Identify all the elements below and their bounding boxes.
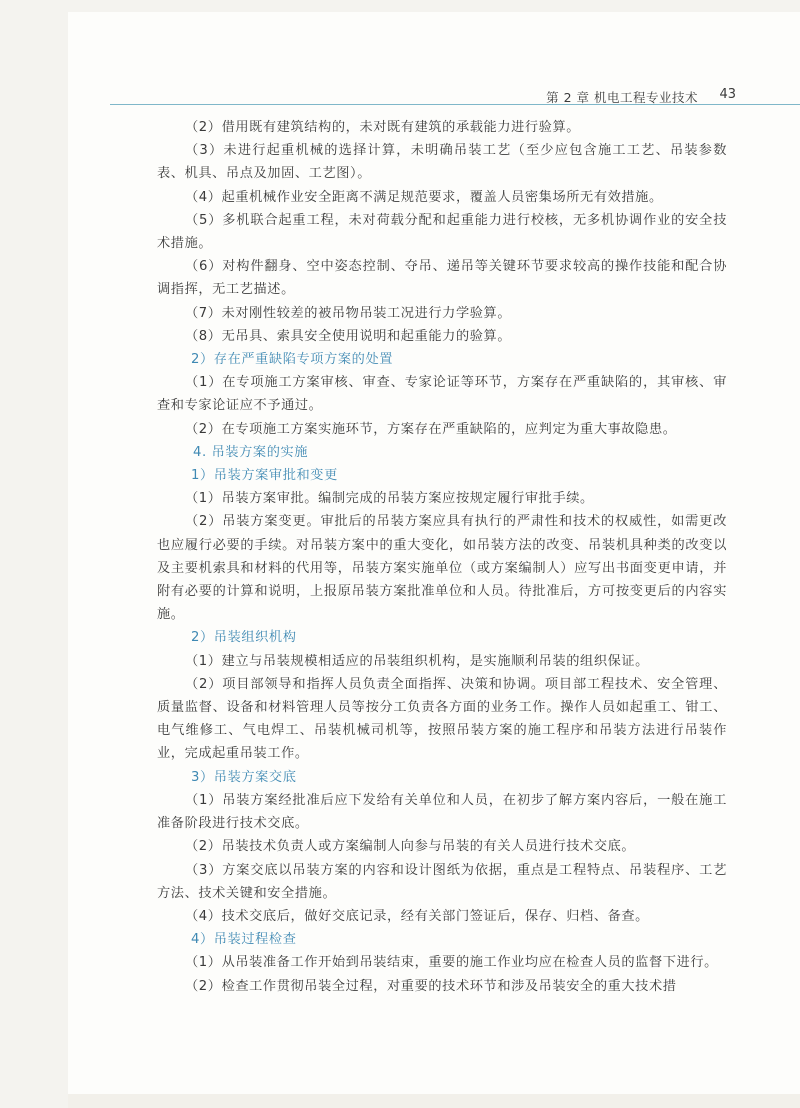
subsection-heading: 4）吊装过程检查 [191, 932, 297, 948]
paragraph: （3）方案交底以吊装方案的内容和设计图纸为依据，重点是工程特点、吊装程序、工艺方法、技术关键和安全措施。 [157, 862, 727, 901]
paragraph: （2）吊装方案变更。审批后的吊装方案应具有执行的严肃性和技术的权威性，如需更改也应履行必要的手续。对吊装方案中的重大变化，如吊装方法的改变、吊装机具种类的改变以及主要机索具和材料的代用等，吊装方案实施单位（或方案编制人）应写出书面变更申请，并附有必要的计算和说明，上报原吊装方案批准单位和人员。待批准后，方可按变更后的内容实施。 [157, 514, 727, 623]
subsection-heading: 2）吊装组织机构 [191, 630, 297, 646]
paragraph: （7）未对刚性较差的被吊物吊装工况进行力学验算。 [185, 305, 512, 321]
paragraph: （1）吊装方案经批准后应下发给有关单位和人员，在初步了解方案内容后，一般在施工准备阶段进行技术交底。 [157, 792, 727, 832]
paragraph: （1）建立与吊装规模相适应的吊装组织机构，是实施顺利吊装的组织保证。 [185, 653, 649, 669]
paragraph: （2）项目部领导和指挥人员负责全面指挥、决策和协调。项目部工程技术、安全管理、质量监督、设备和材料管理人员等按分工负责各方面的业务工作。操作人员如起重工、钳工、电气维修工、气电焊工、吊装机械司机等，按照吊装方案的施工程序和吊装方法进行吊装作业，完成起重吊装工作。 [157, 676, 727, 762]
paragraph: （2）借用既有建筑结构的，未对既有建筑的承载能力进行验算。 [185, 120, 581, 135]
chapter-title: 第 2 章 机电工程专业技术 [546, 90, 698, 105]
subsection-heading: 1）吊装方案审批和变更 [191, 468, 338, 484]
paragraph: （2）在专项施工方案实施环节，方案存在严重缺陷的，应判定为重大事故隐患。 [185, 421, 677, 437]
subsection-heading: 2）存在严重缺陷专项方案的处置 [191, 352, 394, 368]
paragraph: （1）从吊装准备工作开始到吊装结束，重要的施工作业均应在检查人员的监督下进行。 [185, 955, 718, 971]
paragraph: （4）技术交底后，做好交底记录，经有关部门签证后，保存、归档、备查。 [185, 908, 649, 924]
body-text [157, 116, 727, 998]
page-number: 43 [719, 87, 736, 102]
paragraph: （3）未进行起重机械的选择计算，未明确吊装工艺（至少应包含施工工艺、吊装参数表、机具、吊点及加固、工艺图）。 [157, 143, 727, 182]
subsection-heading: 3）吊装方案交底 [191, 769, 297, 785]
paragraph: （8）无吊具、索具安全使用说明和起重能力的验算。 [185, 328, 512, 344]
paragraph: （5）多机联合起重工程，未对荷载分配和起重能力进行校核，无多机协调作业的安全技术措施。 [157, 212, 727, 252]
paragraph: （2）吊装技术负责人或方案编制人向参与吊装的有关人员进行技术交底。 [185, 839, 636, 855]
paragraph: （1）在专项施工方案审核、审查、专家论证等环节，方案存在严重缺陷的，其审核、审查和专家论证应不予通过。 [157, 375, 727, 414]
section-heading: 4. 吊装方案的实施 [193, 444, 309, 460]
paragraph: （1）吊装方案审批。编制完成的吊装方案应按规定履行审批手续。 [185, 491, 594, 507]
paragraph: （2）检查工作贯彻吊装全过程，对重要的技术环节和涉及吊装安全的重大技术措 [185, 978, 677, 994]
page-bottom-edge [68, 1094, 800, 1108]
paragraph: （4）起重机械作业安全距离不满足规范要求，覆盖人员密集场所无有效措施。 [185, 189, 663, 205]
paragraph: （6）对构件翻身、空中姿态控制、夺吊、递吊等关键环节要求较高的操作技能和配合协调指挥，无工艺描述。 [157, 259, 727, 298]
